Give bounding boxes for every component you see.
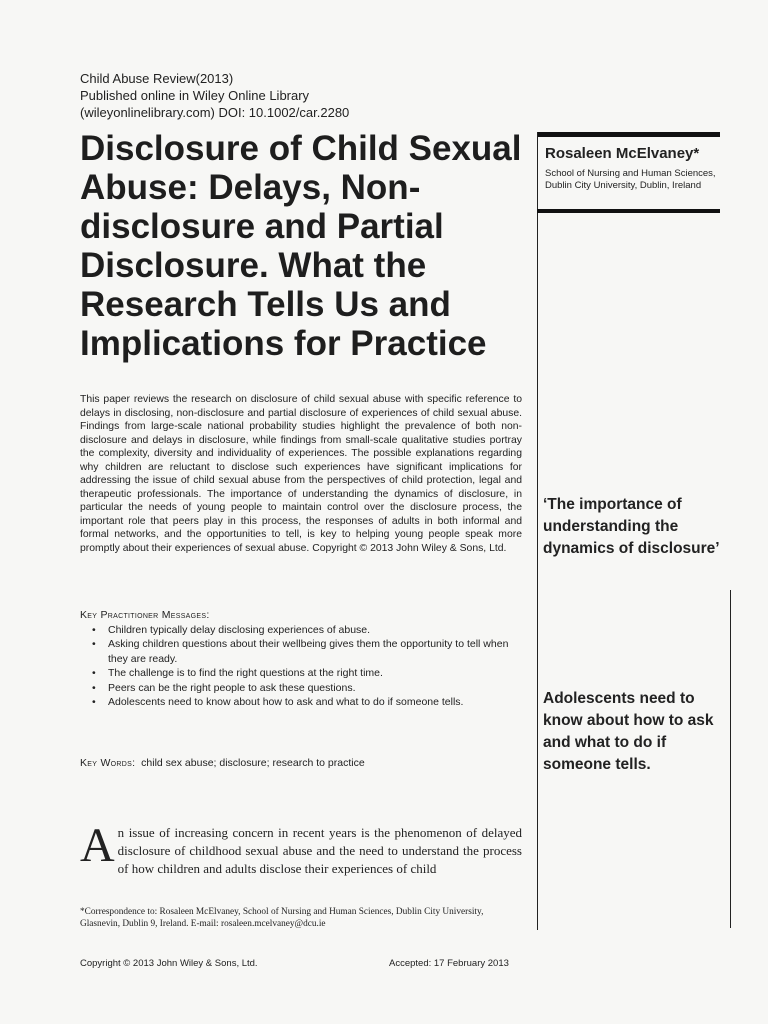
list-item — [80, 681, 528, 695]
list-item — [80, 666, 528, 680]
journal-publication: Published online in Wiley Online Library — [80, 88, 310, 103]
abstract: This paper reviews the research on disclosure of child sexual abuse with specific reference to delays in disclosing, non-disclosure and partial disclosure of experiences of child sexual abuse. Findings from large-scale national probability studies highlight the prevalence of both non-disclosure and delays in disclosure, while findings from small-scale qualitative studies portray the complexity, diversity and individuality of experiences. The possible explanations regarding why children are reluctant to disclose such experiences have significant implications for addressing the issue of child sexual abuse from the perspectives of child protection, legal and therapeutic professionals. The importance of understanding the dynamics of disclosure, in particular the needs of young people to maintain control over the disclosure process, the important role that peers play in this process, the responses of adults in both informal and formal networks, and the opportunities to tell, is key to helping young people speak more promptly about their experiences of sexual abuse. Copyright © 2013 John Wiley & Sons, Ltd. — [80, 394, 522, 554]
bullet-marker: • — [92, 681, 96, 694]
author-name: Rosaleen McElvaney* — [545, 145, 700, 162]
bullet-marker: • — [92, 624, 96, 636]
keywords — [80, 756, 365, 770]
list-item — [80, 695, 528, 709]
keywords-value: child sex abuse; disclosure; research to practice — [141, 757, 365, 769]
journal-doi: (wileyonlinelibrary.com) DOI: 10.1002/car.2280 — [80, 105, 350, 120]
list-item-text: Peers can be the right people to ask these questions. — [108, 681, 356, 694]
pull-quote: Adolescents need to know about how to ask and what to do if someone tells. — [543, 690, 714, 773]
list-item-text: Asking children questions about their wellbeing gives them the opportunity to tell when they are ready. — [108, 638, 509, 665]
author-bottom-rule — [537, 209, 720, 213]
bullet-marker: • — [92, 667, 96, 680]
keywords-label: Key Words: — [80, 757, 136, 769]
list-item-text: The challenge is to find the right questions at the right time. — [108, 667, 383, 680]
pull-quote: ‘The importance of understanding the dynamics of disclosure’ — [543, 496, 720, 557]
list-item-text: Adolescents need to know about how to ask and what to do if someone tells. — [108, 696, 464, 709]
list-item — [80, 637, 528, 666]
list-item — [80, 623, 528, 637]
body-paragraph — [80, 819, 522, 878]
journal-info — [80, 70, 349, 121]
footer-accepted-date: Accepted: 17 February 2013 — [389, 958, 509, 969]
journal-citation: Child Abuse Review(2013) — [80, 71, 234, 86]
author-box — [545, 145, 725, 192]
sidebar-right-rule — [730, 590, 731, 928]
key-practitioner-messages-heading: Key Practitioner Messages: — [80, 609, 210, 621]
list-item-text: Children typically delay disclosing experiences of abuse. — [108, 624, 371, 636]
correspondence-footnote: *Correspondence to: Rosaleen McElvaney, School of Nursing and Human Sciences, Dublin City University, Glasnevin, Dublin 9, Ireland. E-mail: rosaleen.mcelvaney@dcu.ie — [80, 907, 484, 929]
drop-cap: A — [80, 819, 115, 872]
sidebar-left-rule — [537, 132, 538, 930]
body-text: n issue of increasing concern in recent years is the phenomenon of delayed disclosure of childhood sexual abuse and the need to understand the process of how children and adults disclose their experiences of child — [117, 825, 522, 876]
sidebar-top-rule — [537, 132, 720, 137]
author-affiliation: School of Nursing and Human Sciences, Dublin City University, Dublin, Ireland — [545, 168, 716, 191]
bullet-marker: • — [92, 638, 96, 651]
bullet-marker: • — [92, 696, 96, 709]
article-title: Disclosure of Child Sexual Abuse: Delays, Non-disclosure and Partial Disclosure. What the Research Tells Us and Implications for Practice — [80, 129, 522, 363]
key-practitioner-messages-list — [80, 623, 528, 709]
footer-copyright: Copyright © 2013 John Wiley & Sons, Ltd. — [80, 958, 258, 969]
